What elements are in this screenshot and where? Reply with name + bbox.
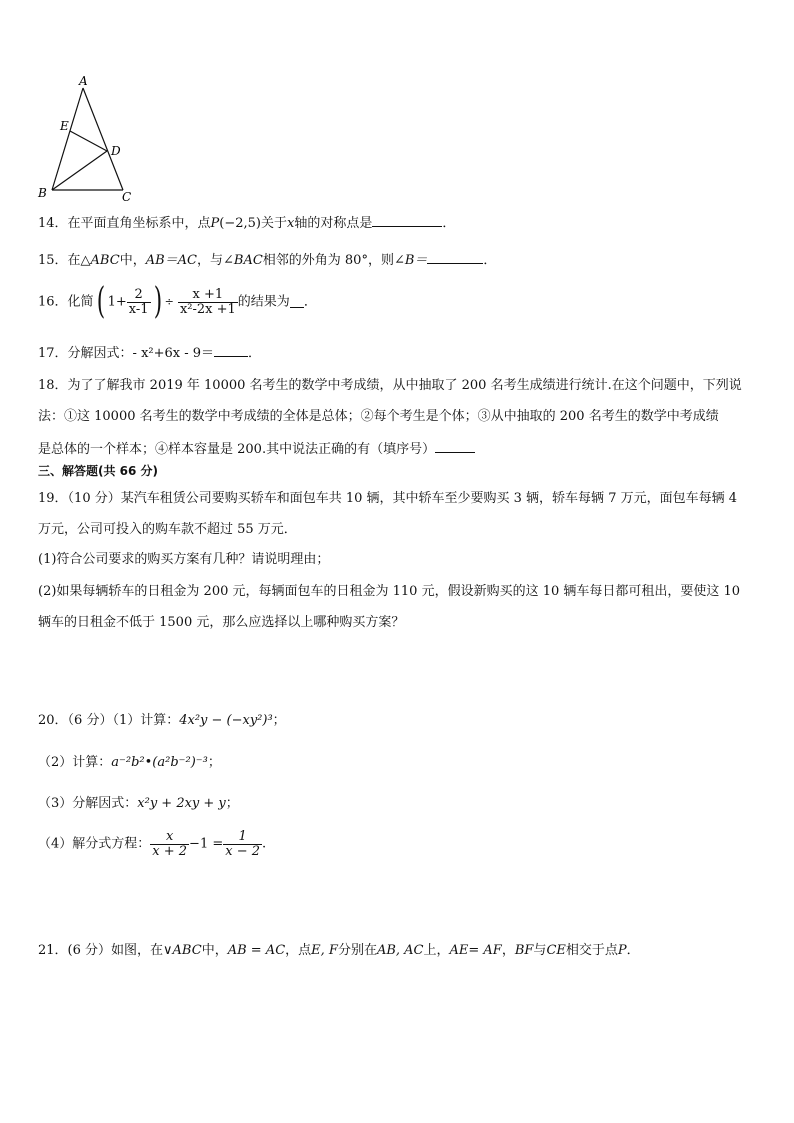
question-18-line-3 xyxy=(38,441,475,456)
q14-axis: x xyxy=(287,216,295,231)
q17-prefix: 17．分解因式： xyxy=(38,346,133,361)
q18-line3-text: 是总体的一个样本；④样本容量是 200.其中说法正确的有（填序号） xyxy=(38,442,436,457)
q16-divide: ÷ xyxy=(164,295,174,309)
side-ac xyxy=(83,88,123,190)
q21-sides: AB, AC xyxy=(376,943,424,958)
q15-target: B＝ xyxy=(404,253,428,268)
q16-frac1-den: x-1 xyxy=(128,301,149,317)
q16-end: ． xyxy=(303,294,317,310)
q16-frac2 xyxy=(178,288,238,316)
q17-answer-blank[interactable] xyxy=(214,345,248,357)
q16-frac1-num: 2 xyxy=(127,288,151,303)
q14-prefix: 14．在平面直角坐标系中，点 xyxy=(38,216,211,231)
q20-p4-frac2-den: x − 2 xyxy=(225,843,261,859)
q20-p3-end: ； xyxy=(225,796,239,811)
q17-end: ． xyxy=(248,346,262,361)
q21-p: P xyxy=(617,943,627,958)
q16-prefix: 16．化简 xyxy=(38,294,94,310)
q14-end: ． xyxy=(442,216,456,231)
question-20-part-3 xyxy=(38,797,239,810)
q16-left-paren: ( xyxy=(96,281,105,322)
question-20-part-1 xyxy=(38,714,286,727)
section-3-title: 三、解答题(共 66 分) xyxy=(38,464,159,478)
q20-p4-frac1 xyxy=(150,830,189,858)
q20-p4-mid: −1 = xyxy=(189,836,224,852)
label-a: A xyxy=(79,74,88,88)
q20-p4-end: . xyxy=(262,836,267,852)
q20-p1-expr: 4x²y − (−xy²)³ xyxy=(179,713,273,728)
q20-p1-end: ； xyxy=(272,713,286,728)
q17-expr: - x²+6x - 9＝ xyxy=(132,346,215,361)
question-20-part-4 xyxy=(38,830,266,858)
label-e: E xyxy=(60,119,69,133)
q15-triangle: △ABC xyxy=(80,253,120,268)
q15-angle: BAC xyxy=(233,253,263,268)
q20-p3-label: （3）分解因式： xyxy=(38,796,138,811)
question-19-sub-2-line-2: 辆车的日租金不低于 1500 元，那么应选择以上哪种购买方案？ xyxy=(38,615,405,630)
q21-mid2: ，点 xyxy=(285,943,312,958)
q21-mid4: 上， xyxy=(423,943,450,958)
q16-frac2-num: x +1 xyxy=(178,288,238,303)
label-c: C xyxy=(122,190,132,204)
q21-mid5: ， xyxy=(501,943,515,958)
q15-prefix: 15．在 xyxy=(38,253,81,268)
label-b: B xyxy=(38,186,47,200)
q21-ce: CE xyxy=(546,943,566,958)
q21-mid1: 中， xyxy=(201,943,228,958)
question-17 xyxy=(38,345,261,360)
q14-middle: 关于 xyxy=(261,216,288,231)
question-14 xyxy=(38,215,455,230)
q20-p2-end: ； xyxy=(207,755,221,770)
q21-triangle: ∨ABC xyxy=(163,943,202,958)
q21-prefix: 21．(6 分）如图，在 xyxy=(38,943,164,958)
q21-end: ． xyxy=(626,943,640,958)
q14-point: P xyxy=(210,216,220,231)
question-19-line-1: 19．（10 分）某汽车租赁公司要购买轿车和面包车共 10 辆，其中轿车至少要购买 3 辆，轿车每辆 7 万元，面包车每辆 4 xyxy=(38,491,737,506)
q20-p3-expr: x²y + 2xy + y xyxy=(137,796,226,811)
segment-bd xyxy=(52,151,107,190)
q14-answer-blank[interactable] xyxy=(372,215,442,227)
q21-mid3: 分别在 xyxy=(337,943,377,958)
triangle-figure xyxy=(30,70,150,205)
q21-mid7: 相交于点 xyxy=(565,943,618,958)
q21-points: E, F xyxy=(311,943,338,958)
question-20-part-2 xyxy=(38,756,221,769)
q21-mid6: 与 xyxy=(533,943,547,958)
question-19-line-2: 万元，公司可投入的购车款不超过 55 万元． xyxy=(38,522,297,537)
q20-p1-label: 20．（6 分）（1）计算： xyxy=(38,713,180,728)
q16-one-plus: 1+ xyxy=(107,294,127,310)
q20-p2-expr: a⁻²b²•(a²b⁻²)⁻³ xyxy=(111,755,208,770)
question-18-line-1: 18．为了了解我市 2019 年 10000 名考生的数学中考成绩，从中抽取了 200 名考生成绩进行统计.在这个问题中，下列说 xyxy=(38,378,742,393)
q20-p2-label: （2）计算： xyxy=(38,755,112,770)
question-16 xyxy=(38,281,317,322)
question-19-sub-2-line-1: (2)如果每辆轿车的日租金为 200 元，每辆面包车的日租金为 110 元，假设新购买的这 10 辆车每日都可租出，要使这 10 xyxy=(38,584,741,599)
q16-right-paren: ) xyxy=(153,281,162,322)
question-15 xyxy=(38,252,496,267)
q21-eq1: AB = AC xyxy=(227,943,286,958)
q20-p4-label: （4）解分式方程： xyxy=(38,836,151,852)
q15-equal: AB＝AC xyxy=(145,253,197,268)
q20-p4-frac1-num: x xyxy=(150,830,189,845)
q21-bf: BF xyxy=(514,943,534,958)
q14-coords: (−2,5) xyxy=(219,216,262,231)
q15-mid1: 中， xyxy=(119,253,146,268)
q15-end: ． xyxy=(483,253,497,268)
q20-p4-frac2 xyxy=(223,830,262,858)
question-19-sub-1: (1)符合公司要求的购买方案有几种？请说明理由； xyxy=(38,552,330,567)
q20-p4-frac1-den: x + 2 xyxy=(152,843,188,859)
question-18-line-2: 法：①这 10000 名考生的数学中考成绩的全体是总体；②每个考生是个体；③从中抽取的 200 名考生的数学中考成绩 xyxy=(38,409,719,424)
q15-answer-blank[interactable] xyxy=(427,252,483,264)
q14-suffix: 轴的对称点是 xyxy=(294,216,373,231)
q18-answer-blank[interactable] xyxy=(435,441,475,453)
q20-p4-frac2-num: 1 xyxy=(223,830,262,845)
q16-suffix: 的结果为 xyxy=(237,294,290,310)
q15-mid3: 相邻的外角为 80°，则∠ xyxy=(262,253,405,268)
q16-frac2-den: x²-2x +1 xyxy=(179,301,236,317)
q16-frac1 xyxy=(127,288,151,316)
q21-eq2: AE= AF xyxy=(449,943,502,958)
q16-answer-blank[interactable] xyxy=(290,296,304,308)
q15-mid2: ，与∠ xyxy=(196,253,234,268)
label-d: D xyxy=(111,144,121,158)
side-ab xyxy=(52,88,83,190)
question-21 xyxy=(38,944,640,957)
